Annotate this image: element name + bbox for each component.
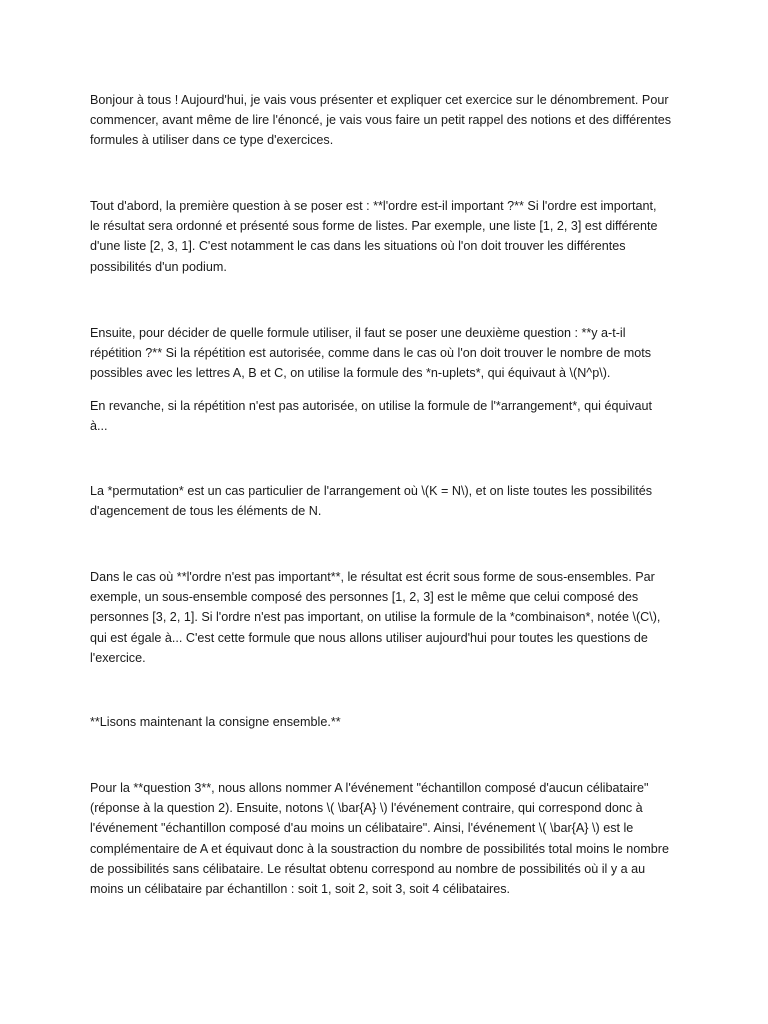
text-line: répétition ?** Si la répétition est autorisée, comme dans le cas où l'on doit trouver le nombre de mots [90,346,652,361]
paragraph-intro [90,90,690,151]
text-line: exemple, un sous-ensemble composé des personnes [1, 2, 3] est le même que celui composé des [90,590,639,605]
text-line: possibles avec les lettres A, B et C, on utilise la formule des *n-uplets*, qui équivaut à \(N^p\). [90,366,611,381]
text-line: **Lisons maintenant la consigne ensemble.** [90,715,341,729]
paragraph-order [90,196,690,277]
text-line: complémentaire de A et équivaut donc à la soustraction du nombre de possibilités total moins le nombre [90,841,669,856]
text-line: Dans le cas où **l'ordre n'est pas important**, le résultat est écrit sous forme de sous-ensembles. Par [90,570,655,584]
text-line: moins un célibataire par échantillon : soit 1, soit 2, soit 3, soit 4 célibataires. [90,882,511,897]
text-line: personnes [3, 2, 1]. Si l'ordre n'est pas important, on utilise la formule de la *combinaison*, notée \(C\), [90,610,661,625]
text-line: à... [90,419,108,434]
paragraph-question-3 [90,778,690,899]
text-line: d'agencement de tous les éléments de N. [90,504,322,519]
text-line: commencer, avant même de lire l'énoncé, je vais vous faire un petit rappel des notions et des différentes [90,113,672,128]
text-line: possibilités d'un podium. [90,259,227,274]
text-line: La *permutation* est un cas particulier de l'arrangement où \(K = N\), et on liste toutes les possibilités [90,484,653,498]
text-line: En revanche, si la répétition n'est pas autorisée, on utilise la formule de l'*arrangement*, qui équivaut [90,399,653,413]
text-line: qui est égale à... C'est cette formule que nous allons utiliser aujourd'hui pour toutes les questions de [90,630,648,645]
text-line: l'exercice. [90,650,146,665]
paragraph-combination [90,567,690,668]
text-line: le résultat sera ordonné et présenté sous forme de listes. Par exemple, une liste [1, 2, 3] est différente [90,219,658,234]
text-line: d'une liste [2, 3, 1]. C'est notamment le cas dans les situations où l'on doit trouver les différentes [90,239,626,254]
paragraph-repetition [90,323,690,384]
text-line: Ensuite, pour décider de quelle formule utiliser, il faut se poser une deuxième question : **y a-t-il [90,326,626,340]
text-line: de possibilités sans célibataire. Le résultat obtenu correspond au nombre de possibilités où il y a au [90,861,646,876]
text-line: Bonjour à tous ! Aujourd'hui, je vais vous présenter et expliquer cet exercice sur le dénombrement. Pour [90,93,669,107]
paragraph-arrangement [90,396,690,436]
paragraph-permutation [90,481,690,521]
text-line: l'événement "échantillon composé d'au moins un célibataire". Ainsi, l'événement \( \bar{A} \) est le [90,821,634,836]
paragraph-instruction [90,712,690,732]
text-line: formules à utiliser dans ce type d'exercices. [90,133,334,148]
text-line: Tout d'abord, la première question à se poser est : **l'ordre est-il important ?** Si l'ordre est important, [90,199,657,213]
text-line: (réponse à la question 2). Ensuite, notons \( \bar{A} \) l'événement contraire, qui correspond donc à [90,801,643,816]
text-line: Pour la **question 3**, nous allons nommer A l'événement "échantillon composé d'aucun célibataire" [90,781,649,795]
